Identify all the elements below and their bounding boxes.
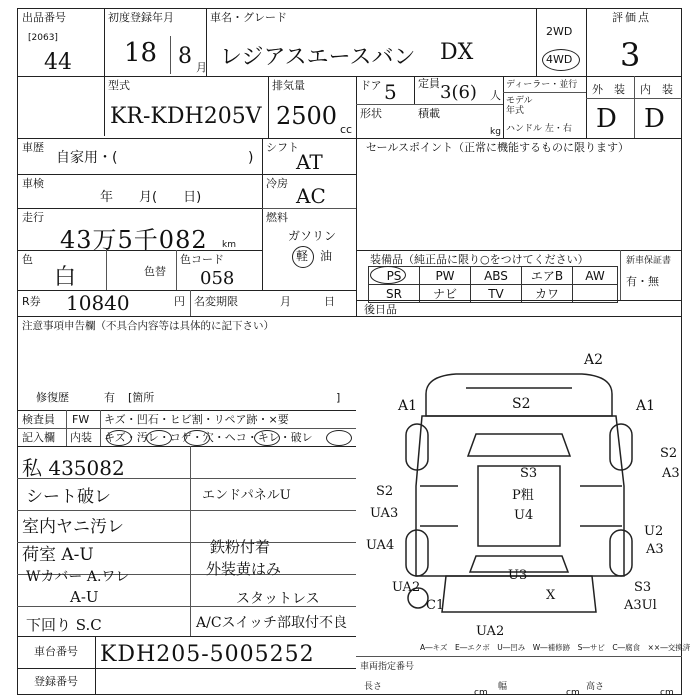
repair-label: 修復歴	[36, 391, 69, 404]
note-line: 下回り S.C	[26, 616, 102, 634]
color-label: 色	[22, 253, 33, 266]
divider	[356, 300, 682, 301]
drive-2wd: 2WD	[546, 25, 573, 38]
divider	[356, 138, 357, 316]
divider	[106, 250, 107, 290]
divider	[17, 76, 682, 77]
model-label: 型式	[108, 79, 130, 92]
length-label: 長さ	[364, 682, 383, 692]
divider	[95, 636, 96, 695]
usage-close: )	[248, 150, 254, 166]
equipment-grid	[368, 266, 618, 303]
damage-mark: A3	[646, 542, 664, 557]
lot-number: 44	[44, 50, 72, 75]
divider	[17, 174, 356, 175]
warranty-label: 新車保証書	[626, 256, 672, 266]
color-code-label: 色コード	[180, 253, 224, 266]
drive-4wd: 4WD	[546, 53, 573, 66]
divider	[17, 410, 356, 411]
damage-mark: U2	[644, 524, 664, 539]
equip-tv: TV	[471, 285, 522, 303]
damage-mark: A3Ul	[624, 598, 657, 613]
repair-value: 有	[104, 391, 115, 404]
divider	[17, 510, 356, 511]
dealer-label: ディーラー・並行	[506, 80, 578, 90]
shift-value: AT	[296, 150, 323, 174]
roof	[478, 466, 560, 546]
person-unit: 人	[490, 89, 501, 102]
equipment-label: 装備品（純正品に限り○をつけてください）	[370, 253, 589, 266]
inspector-fw: FW	[72, 413, 90, 426]
aircon-label: 冷房	[266, 177, 288, 190]
cm-unit: cm	[566, 688, 580, 698]
cm-unit: cm	[660, 688, 674, 698]
door-label: ドア	[360, 79, 382, 92]
divider	[170, 36, 171, 74]
exterior-grade: D	[596, 104, 617, 134]
shape-label: 形状	[360, 107, 382, 120]
note-line: エンドパネルU	[202, 488, 291, 503]
lot-no-label: 出品番号	[22, 11, 66, 24]
divider	[262, 138, 263, 290]
inspection-label: 車検	[22, 177, 44, 190]
equip-ps: PS	[369, 267, 420, 285]
score-label: 評価点	[612, 11, 651, 24]
circle-mark	[326, 430, 352, 446]
fuel-gasoline: ガソリン	[288, 229, 337, 243]
circle-mark	[146, 430, 172, 446]
handle-label: ハンドル 左・右	[506, 124, 572, 134]
repair-close: ]	[336, 391, 341, 404]
note-line: Wカバー A.ワレ	[26, 569, 130, 585]
equip-leather: カワ	[522, 285, 573, 303]
divider	[17, 636, 356, 637]
wheel	[406, 530, 428, 576]
damage-mark: UA2	[392, 580, 421, 595]
usage-value: 自家用・(	[56, 150, 118, 166]
capacity-label: 定員	[418, 77, 440, 90]
color-code: 058	[200, 268, 235, 289]
damage-legend: A―キズ E―エクボ U―凹み W―補修跡 S―サビ C―腐食 ××―交換済	[420, 643, 691, 652]
wheel	[610, 530, 632, 576]
model-code: KR-KDH205V	[110, 104, 262, 129]
divider	[268, 76, 269, 138]
km-unit: km	[222, 240, 236, 250]
name-change-label: 名変期限	[194, 295, 238, 308]
ps-circle	[370, 266, 406, 284]
mileage-value: 43万5千082	[60, 226, 208, 254]
month-unit: 月	[196, 61, 207, 74]
car-name: レジアスエースバン	[220, 45, 416, 70]
circle-mark	[106, 430, 132, 446]
damage-mark: A1	[398, 398, 418, 414]
note-line: シート破レ	[26, 487, 111, 507]
divider	[17, 668, 356, 669]
equip-airbag: エアB	[522, 267, 573, 285]
equip-sr: SR	[369, 285, 420, 303]
damage-mark: UA2	[476, 624, 505, 639]
damage-mark: C1	[426, 598, 445, 613]
load-label: 積載	[418, 107, 440, 120]
divider	[17, 138, 682, 139]
capacity: 3(6)	[440, 82, 477, 103]
divider	[414, 76, 415, 104]
damage-mark: S3	[520, 466, 538, 481]
usage-label: 車歴	[22, 141, 44, 154]
inspector-items: キズ・凹石・ヒビ割・リペア跡・×要	[104, 413, 289, 426]
damage-mark: S3	[634, 580, 652, 595]
divider	[586, 8, 587, 138]
model-year-label: モデル年式	[506, 96, 533, 116]
displacement: 2500	[276, 102, 338, 130]
note-line: 外装黄はみ	[206, 560, 282, 578]
equip-aw: AW	[573, 267, 618, 285]
equip-abs: ABS	[471, 267, 522, 285]
damage-mark: A1	[636, 398, 656, 414]
reg-no-label: 登録番号	[34, 675, 78, 688]
divider	[262, 208, 356, 209]
entry-items: キズ・汚レ・コゲ・穴・ヘコ・キレ・破レ	[104, 431, 313, 444]
chassis-number: KDH205-5005252	[100, 642, 315, 667]
recycle-label: R券	[22, 295, 41, 308]
divider	[190, 446, 191, 636]
divider	[503, 92, 586, 93]
yen-unit: 円	[174, 295, 185, 308]
warranty-value: 有・無	[626, 275, 659, 288]
inspector-label: 検査員	[22, 413, 55, 426]
interior-label: 内 装	[640, 83, 673, 96]
fuel-label: 燃料	[266, 211, 288, 224]
exterior-label: 外 装	[592, 83, 625, 96]
dimension-label: 車両指定番号	[360, 662, 415, 672]
circle-mark	[184, 430, 210, 446]
damage-mark: S2	[660, 446, 678, 461]
entry-label: 記入欄	[22, 431, 55, 444]
damage-mark: A3	[662, 466, 680, 481]
repair-bracket: [箇所	[128, 391, 155, 404]
damage-mark: X	[546, 588, 556, 603]
windshield	[468, 434, 570, 456]
divider	[17, 428, 356, 429]
divider	[356, 656, 682, 657]
cc-unit: cc	[340, 123, 353, 136]
circle-mark	[254, 430, 280, 446]
damage-mark: U4	[514, 508, 534, 523]
color-change-label: 色替	[144, 265, 166, 278]
doors: 5	[384, 80, 397, 104]
equip-pw: PW	[420, 267, 471, 285]
height-label: 高さ	[586, 682, 605, 692]
remarks-label: 後日品	[364, 303, 397, 316]
aircon-value: AC	[296, 184, 326, 208]
damage-mark: U3	[508, 568, 528, 583]
entry-interior: 内装	[70, 431, 92, 444]
note-line: 鉄粉付着	[210, 538, 271, 556]
displacement-label: 排気量	[272, 79, 305, 92]
divider	[634, 76, 635, 138]
damage-mark: UA4	[366, 538, 395, 553]
width-label: 幅	[498, 682, 508, 692]
equip-navi: ナビ	[420, 285, 471, 303]
note-line: A/Cスイッチ部取付不良	[196, 615, 347, 631]
mileage-label: 走行	[22, 211, 44, 224]
note-line: A-U	[70, 588, 99, 606]
note-line: 室内ヤニ汚レ	[22, 517, 124, 537]
note-line: 私 435082	[22, 456, 125, 480]
cm-unit: cm	[474, 688, 488, 698]
reg-year: 18	[124, 38, 158, 68]
damage-mark: A2	[584, 352, 604, 368]
note-line: 荷室 A-U	[22, 545, 94, 565]
damage-mark: UA3	[370, 506, 399, 521]
name-change-date: 月 日	[280, 295, 335, 308]
lot-ref: [2063]	[28, 33, 58, 43]
divider	[176, 250, 177, 290]
notes-header: 注意事項申告欄（不具合内容等は具体的に記下さい）	[22, 320, 274, 332]
selling-points-label: セールスポイント（正常に機能するものに限ります）	[366, 141, 630, 154]
damage-mark: S2	[376, 484, 394, 499]
divider	[17, 446, 356, 447]
divider	[620, 250, 621, 300]
divider	[17, 208, 262, 209]
divider	[190, 290, 191, 316]
wheel	[406, 424, 428, 470]
shift-label: シフト	[266, 141, 299, 154]
divider	[536, 8, 537, 76]
damage-mark: S2	[512, 396, 531, 412]
recycle-value: 10840	[66, 291, 130, 315]
reg-month: 8	[178, 44, 192, 69]
divider	[104, 8, 105, 136]
color-value: 白	[54, 265, 77, 290]
kg-unit: kg	[490, 127, 501, 137]
score-value: 3	[620, 36, 641, 74]
damage-mark: P粗	[512, 488, 534, 503]
divider	[356, 250, 682, 251]
first-reg-label: 初度登録年月	[108, 11, 174, 24]
grade: DX	[440, 40, 474, 65]
fuel-diesel: 軽 油	[296, 249, 333, 263]
inspection-date: 年 月( 日)	[100, 190, 202, 205]
divider	[356, 76, 357, 138]
divider	[503, 76, 504, 138]
interior-grade: D	[644, 104, 665, 134]
car-name-label: 車名・グレード	[210, 11, 287, 24]
chassis-label: 車台番号	[34, 645, 78, 658]
note-line: スタットレス	[236, 591, 320, 607]
divider	[356, 104, 503, 105]
